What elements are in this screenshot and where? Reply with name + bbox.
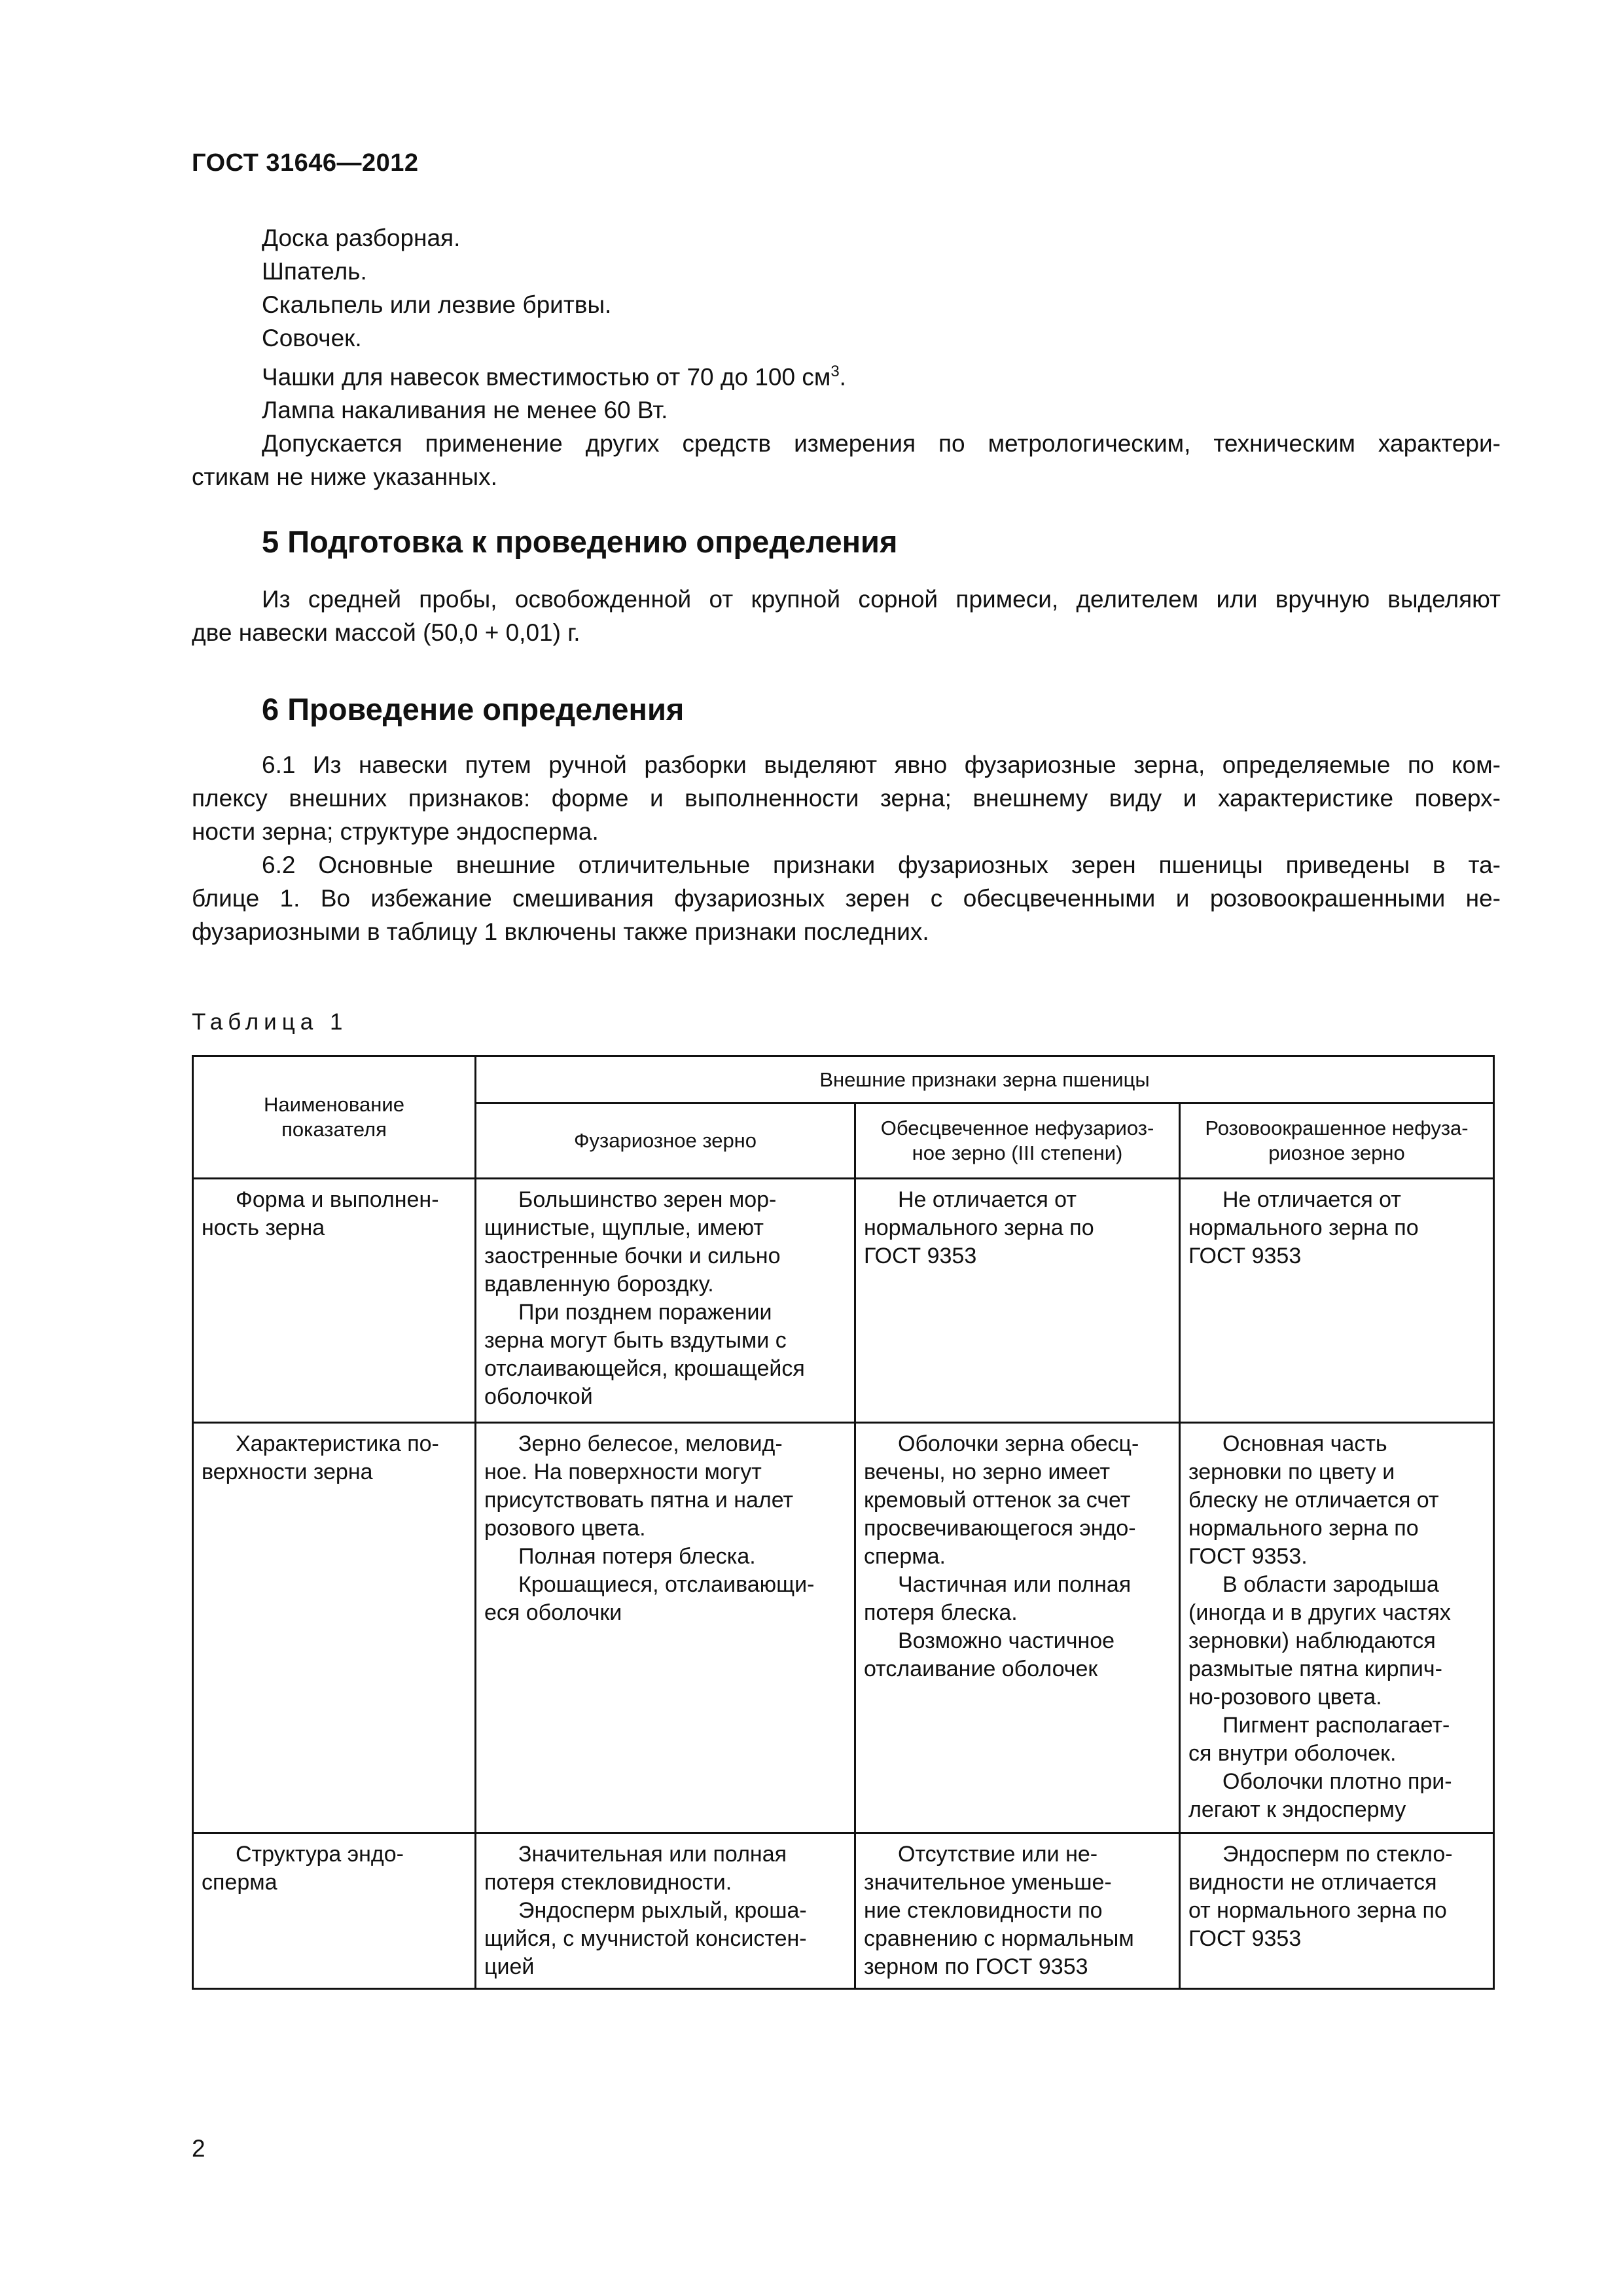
table-row — [193, 1423, 1494, 1833]
cell-text-line: потеря блеска. — [864, 1600, 1018, 1625]
row-indicator-cell — [193, 1179, 476, 1423]
cell-text-line: ние стекловидности по — [864, 1898, 1103, 1923]
cell-text-line: нормального зерна по — [1188, 1215, 1419, 1240]
equipment-item: Скальпель или лезвие бритвы. — [262, 291, 612, 318]
cell-text-line: значительное уменьше- — [864, 1870, 1112, 1895]
fusarium-cell — [476, 1179, 855, 1423]
pink-cell — [1180, 1833, 1494, 1989]
cell-text-line: Оболочки плотно при- — [1222, 1769, 1452, 1794]
section-5-text — [192, 583, 1501, 649]
cell-text-line: сравнению с нормальным — [864, 1926, 1134, 1951]
cell-text-line: Крошащиеся, отслаивающи- — [518, 1572, 815, 1597]
cell-text-line: Большинство зерен мор- — [518, 1187, 777, 1212]
discolored-cell — [855, 1179, 1180, 1423]
paragraph-line: 6.2 Основные внешние отличительные признаки фузариозных зерен пшеницы приведены в та- — [262, 852, 1501, 878]
cell-text-line: (иногда и в других частях — [1188, 1600, 1451, 1625]
cell-text-line: Значительная или полная — [518, 1842, 787, 1867]
cell-text-line: Возможно частичное — [898, 1628, 1115, 1653]
cell-text-line: зерновки по цвету и — [1188, 1460, 1395, 1484]
cell-text-line: Оболочки зерна обесц- — [898, 1431, 1139, 1456]
cell-text-line: Полная потеря блеска. — [518, 1544, 756, 1569]
paragraph-line: две навески массой (50,0 + 0,01) г. — [192, 619, 580, 646]
section-6-text — [192, 748, 1501, 948]
cell-text-line: присутствовать пятна и налет — [484, 1488, 794, 1513]
cell-text-line: В области зародыша — [1222, 1572, 1439, 1597]
cell-text-line: вдавленную бороздку. — [484, 1272, 714, 1297]
cell-text-line: Частичная или полная — [898, 1572, 1132, 1597]
cell-text-line: Зерно белесое, меловид- — [518, 1431, 783, 1456]
row-indicator-cell — [193, 1833, 476, 1989]
header-text-line: Розовоокрашенное нефуза- — [1205, 1117, 1469, 1139]
cups-end: . — [839, 363, 846, 391]
cell-text-line: просвечивающегося эндо- — [864, 1516, 1136, 1541]
cell-text-line: зерна могут быть вздутыми с — [484, 1328, 787, 1353]
header-indicator — [193, 1056, 476, 1179]
table-row — [193, 1179, 1494, 1423]
cell-text-line: оболочкой — [484, 1384, 593, 1409]
cell-text-line: потеря стекловидности. — [484, 1870, 732, 1895]
cell-text-line: ГОСТ 9353 — [1188, 1926, 1302, 1951]
fusarium-cell — [476, 1423, 855, 1833]
cell-text-line: зерновки) наблюдаются — [1188, 1628, 1436, 1653]
pink-cell — [1180, 1179, 1494, 1423]
cell-text-line: Не отличается от — [1222, 1187, 1401, 1212]
equipment-item-cups — [192, 355, 1501, 393]
cell-text-line: размытые пятна кирпич- — [1188, 1657, 1442, 1681]
header-discolored — [855, 1103, 1180, 1179]
equipment-list — [192, 221, 1501, 493]
header-fusarium — [476, 1103, 855, 1179]
equipment-item: Шпатель. — [262, 258, 367, 285]
equipment-item: Доска разборная. — [262, 224, 461, 251]
cell-text-line: нормального зерна по — [864, 1215, 1094, 1240]
equipment-item-lamp: Лампа накаливания не менее 60 Вт. — [262, 397, 668, 424]
cell-text-line: Форма и выполнен- — [236, 1187, 439, 1212]
header-pink — [1180, 1103, 1494, 1179]
cell-text-line: Отсутствие или не- — [898, 1842, 1098, 1867]
table-label: Таблица 1 — [192, 1009, 348, 1035]
cell-text-line: ГОСТ 9353 — [1188, 1244, 1302, 1268]
fusarium-cell — [476, 1833, 855, 1989]
header-text-line: Фузариозное зерно — [573, 1129, 757, 1152]
cell-text-line: Структура эндо- — [236, 1842, 404, 1867]
cell-text-line: щийся, с мучнистой консистен- — [484, 1926, 807, 1951]
cell-text-line: Характеристика по- — [236, 1431, 439, 1456]
cell-text-line: цией — [484, 1954, 535, 1979]
cell-text-line: ГОСТ 9353 — [864, 1244, 977, 1268]
header-text-line: риозное зерно — [1268, 1141, 1405, 1164]
paragraph-line: ности зерна; структуре эндосперма. — [192, 818, 599, 845]
paragraph-line: Из средней пробы, освобожденной от крупной сорной примеси, делителем или вручную выделяют — [262, 586, 1501, 613]
table-row — [193, 1833, 1494, 1989]
cell-text-line: но-розового цвета. — [1188, 1685, 1382, 1710]
cell-text-line: Не отличается от — [898, 1187, 1077, 1212]
cell-text-line: розового цвета. — [484, 1516, 646, 1541]
cell-text-line: сперма — [202, 1870, 277, 1895]
cell-text-line: ГОСТ 9353. — [1188, 1544, 1308, 1569]
cell-text-line: кремовый оттенок за счет — [864, 1488, 1131, 1513]
cell-text-line: зерном по ГОСТ 9353 — [864, 1954, 1088, 1979]
paragraph-line: фузариозными в таблицу 1 включены также признаки последних. — [192, 918, 929, 945]
cell-text-line: Эндосперм рыхлый, кроша- — [518, 1898, 807, 1923]
cell-text-line: блеску не отличается от — [1188, 1488, 1439, 1513]
section-6-title: 6 Проведение определения — [262, 692, 685, 726]
header-group: Внешние признаки зерна пшеницы — [476, 1056, 1494, 1103]
table-1 — [192, 1055, 1495, 1990]
cell-text-line: легают к эндосперму — [1188, 1797, 1406, 1822]
cell-text-line: заостренные бочки и сильно — [484, 1244, 781, 1268]
header-text-line: ное зерно (III степени) — [912, 1141, 1123, 1164]
header-text-line: Наименование — [264, 1093, 404, 1116]
cell-text-line: от нормального зерна по — [1188, 1898, 1447, 1923]
pink-cell — [1180, 1423, 1494, 1833]
cell-text-line: еся оболочки — [484, 1600, 622, 1625]
cell-text-line: ное. На поверхности могут — [484, 1460, 762, 1484]
cell-text-line: Пигмент располагает- — [1222, 1713, 1450, 1738]
cell-text-line: отслаивающейся, крошащейся — [484, 1356, 805, 1381]
cell-text-line: ся внутри оболочек. — [1188, 1741, 1397, 1766]
cell-text-line: верхности зерна — [202, 1460, 373, 1484]
header-text-line: Обесцвеченное нефузариоз- — [880, 1117, 1154, 1139]
cell-text-line: При позднем поражении — [518, 1300, 772, 1325]
cell-text-line: видности не отличается — [1188, 1870, 1437, 1895]
page-number: 2 — [192, 2135, 205, 2162]
equipment-item: Совочек. — [262, 325, 362, 351]
document-code: ГОСТ 31646—2012 — [192, 149, 419, 177]
discolored-cell — [855, 1423, 1180, 1833]
cell-text-line: Основная часть — [1222, 1431, 1387, 1456]
header-text-line: показателя — [281, 1118, 387, 1141]
allowed-text-line: стикам не ниже указанных. — [192, 463, 497, 491]
allowed-text-line: Допускается применение других средств измерения по метрологическим, техническим характери- — [262, 430, 1501, 457]
paragraph-line: блице 1. Во избежание смешивания фузариозных зерен с обесцвеченными и розовоокрашенными не- — [192, 885, 1501, 912]
cell-text-line: сперма. — [864, 1544, 946, 1569]
cell-text-line: щинистые, щуплые, имеют — [484, 1215, 764, 1240]
cell-text-line: отслаивание оболочек — [864, 1657, 1098, 1681]
cell-text-line: нормального зерна по — [1188, 1516, 1419, 1541]
row-indicator-cell — [193, 1423, 476, 1833]
table-header-row — [193, 1056, 1494, 1103]
cell-text-line: вечены, но зерно имеет — [864, 1460, 1111, 1484]
cell-text-line: Эндосперм по стекло- — [1222, 1842, 1453, 1867]
paragraph-line: плексу внешних признаков: форме и выполненности зерна; внешнему виду и характеристике поверх- — [192, 785, 1501, 812]
cups-superscript: 3 — [830, 363, 840, 380]
paragraph-line: 6.1 Из навески путем ручной разборки выделяют явно фузариозные зерна, определяемые по ком- — [262, 751, 1501, 778]
discolored-cell — [855, 1833, 1180, 1989]
cups-text: Чашки для навесок вместимостью от 70 до 100 см — [262, 363, 831, 391]
cell-text-line: ность зерна — [202, 1215, 325, 1240]
section-5-title: 5 Подготовка к проведению определения — [262, 524, 898, 559]
